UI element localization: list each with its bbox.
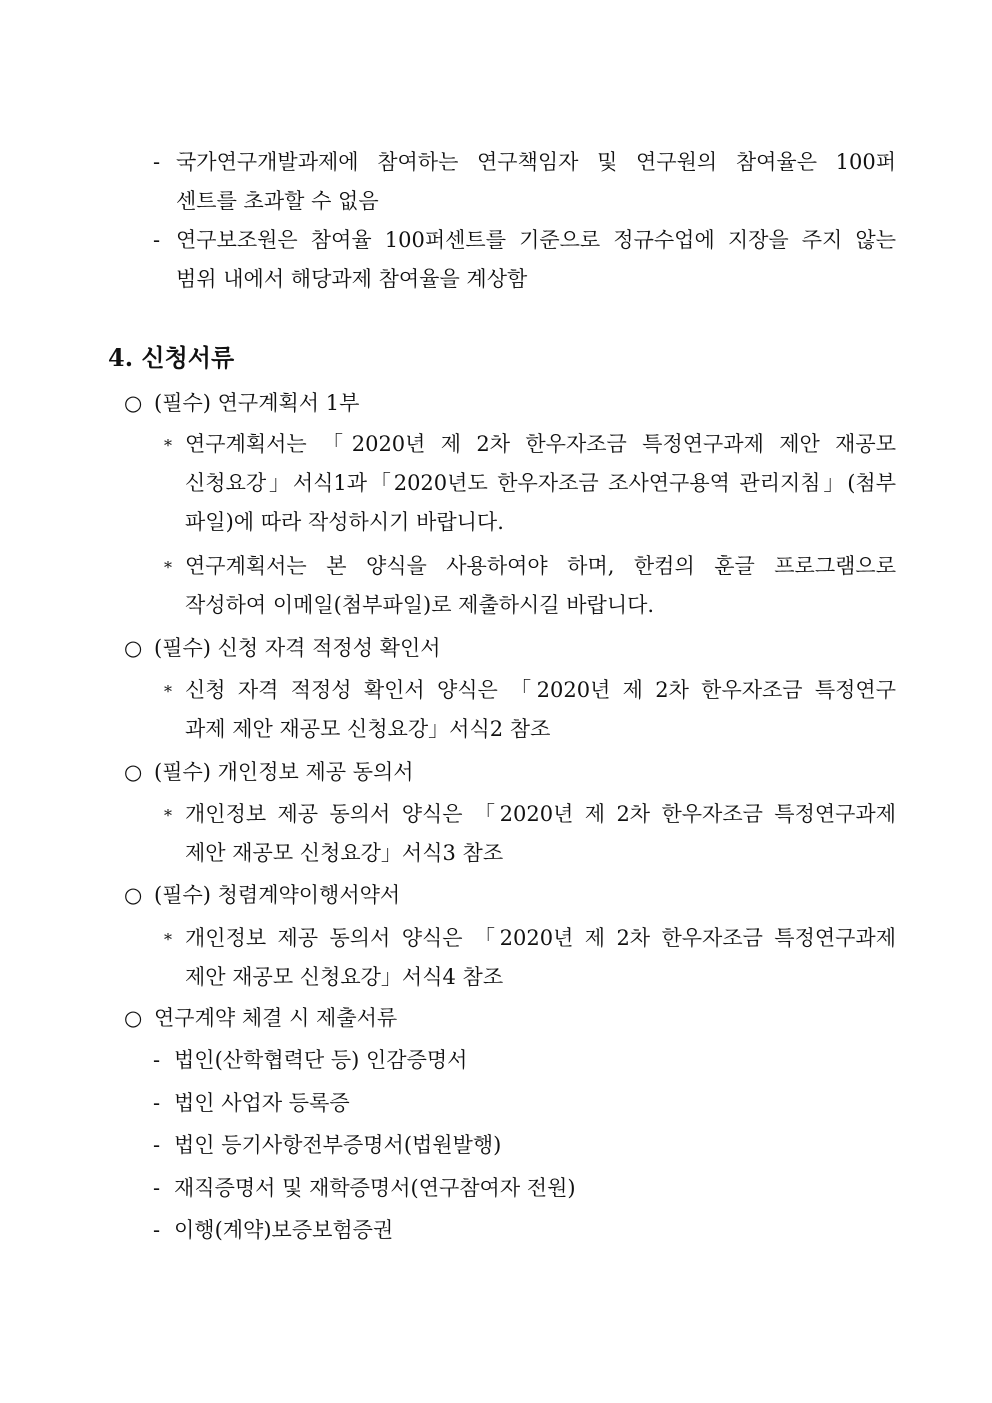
note-text: 신청요강」서식1과「2020년도 한우자조금 조사연구용역 관리지침」(첨부 — [185, 471, 896, 495]
dash-marker: - — [153, 1091, 161, 1115]
list-item-text: 센트를 초과할 수 없음 — [176, 189, 379, 213]
note-text: 제안 재공모 신청요강」서식3 참조 — [185, 841, 504, 865]
circle-bullet-icon: ○ — [124, 636, 143, 660]
list-item-text: 범위 내에서 해당과제 참여율을 계상함 — [176, 267, 528, 291]
document-title: (필수) 청렴계약이행서약서 — [154, 883, 401, 907]
section-title: 신청서류 — [141, 343, 235, 372]
asterisk-marker: * — [164, 806, 172, 825]
note-text: 연구계획서는 「2020년 제 2차 한우자조금 특정연구과제 제안 재공모 — [185, 432, 896, 456]
note-text: 개인정보 제공 동의서 양식은 「2020년 제 2차 한우자조금 특정연구과제 — [185, 802, 896, 826]
dash-marker: - — [153, 1133, 161, 1157]
circle-bullet-icon: ○ — [124, 1006, 143, 1030]
asterisk-marker: * — [164, 930, 172, 949]
dash-marker: - — [153, 150, 161, 174]
list-item-text: 법인 등기사항전부증명서(법원발행) — [174, 1133, 502, 1157]
section-number: 4. — [108, 343, 134, 372]
document-title: (필수) 개인정보 제공 동의서 — [154, 760, 414, 784]
section-heading — [108, 336, 234, 380]
list-item-text: 연구보조원은 참여율 100퍼센트를 기준으로 정규수업에 지장을 주지 않는 — [176, 228, 896, 252]
list-item-text: 법인(산학협력단 등) 인감증명서 — [174, 1048, 468, 1072]
dash-marker: - — [153, 1176, 161, 1200]
document-title: (필수) 연구계획서 1부 — [154, 391, 360, 415]
list-item-text: 이행(계약)보증보험증권 — [174, 1218, 394, 1242]
document-title: (필수) 신청 자격 적정성 확인서 — [154, 636, 441, 660]
circle-bullet-icon: ○ — [124, 391, 143, 415]
list-item-text: 법인 사업자 등록증 — [174, 1091, 350, 1115]
dash-marker: - — [153, 1048, 161, 1072]
asterisk-marker: * — [164, 436, 172, 455]
asterisk-marker: * — [164, 558, 172, 577]
list-item-text: 국가연구개발과제에 참여하는 연구책임자 및 연구원의 참여율은 100퍼 — [176, 150, 896, 174]
asterisk-marker: * — [164, 682, 172, 701]
note-text: 개인정보 제공 동의서 양식은 「2020년 제 2차 한우자조금 특정연구과제 — [185, 926, 896, 950]
note-text: 파일)에 따라 작성하시기 바랍니다. — [185, 510, 504, 534]
document-title: 연구계약 체결 시 제출서류 — [154, 1006, 398, 1030]
circle-bullet-icon: ○ — [124, 883, 143, 907]
note-text: 연구계획서는 본 양식을 사용하여야 하며, 한컴의 훈글 프로그램으로 — [185, 554, 896, 578]
note-text: 신청 자격 적정성 확인서 양식은 「2020년 제 2차 한우자조금 특정연구 — [185, 678, 896, 702]
list-item-text: 재직증명서 및 재학증명서(연구참여자 전원) — [174, 1176, 576, 1200]
note-text: 제안 재공모 신청요강」서식4 참조 — [185, 965, 504, 989]
dash-marker: - — [153, 1218, 161, 1242]
circle-bullet-icon: ○ — [124, 760, 143, 784]
note-text: 과제 제안 재공모 신청요강」서식2 참조 — [185, 717, 551, 741]
note-text: 작성하여 이메일(첨부파일)로 제출하시길 바랍니다. — [185, 593, 655, 617]
dash-marker: - — [153, 228, 161, 252]
